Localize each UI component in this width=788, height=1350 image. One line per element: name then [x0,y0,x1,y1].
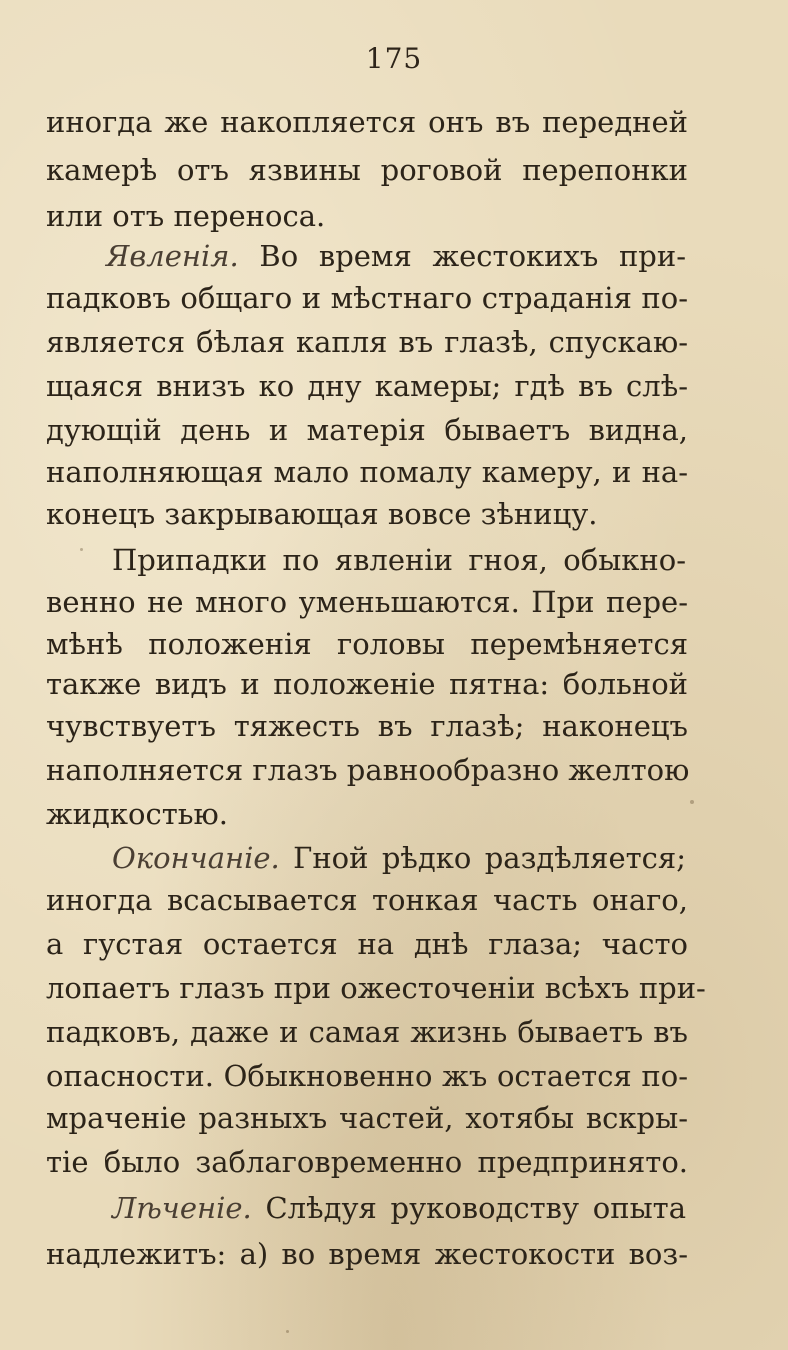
line-text: является бѣлая капля въ глазѣ, спускаю- [46,325,688,359]
text-line [46,150,688,190]
text-line [46,1098,688,1138]
text-line [46,750,688,790]
line-text: или отъ переноса. [46,199,326,233]
line-text: щаяся внизъ ко дну камеры; гдѣ въ слѣ- [46,369,688,403]
line-text: падковъ, даже и самая жизнь бываетъ въ [46,1015,688,1049]
line-text: опасности. Обыкновенно жъ остается по- [46,1059,688,1093]
text-line [46,582,688,622]
line-text: наполняется глазъ равнообразно желтою [46,753,690,787]
text-line [46,410,688,450]
paper-speck [80,548,83,551]
text-line [46,1012,688,1052]
line-text: тіе было заблаговременно предпринято. [46,1145,688,1179]
line-text: надлежитъ: а) во время жестокости воз- [46,1237,688,1271]
paper-speck [690,800,694,804]
text-line [46,968,706,1008]
line-text: Гной рѣдко раздѣляется; [279,841,686,875]
line-text: жидкостью. [46,797,228,831]
text-line [112,540,686,580]
line-text: лопаетъ глазъ при ожесточеніи всѣхъ при- [46,971,706,1005]
line-text: мѣнѣ положенія головы перемѣняется [46,627,688,661]
line-text: Слѣдуя руководству опыта [251,1191,686,1225]
text-line [46,794,228,834]
line-text: Припадки по явленіи гноя, обыкно- [112,543,686,577]
paper-speck [286,1330,289,1333]
text-line [46,196,325,236]
page-number: 175 [365,42,423,75]
text-line [46,452,688,492]
text-line [46,624,688,664]
line-text: также видъ и положеніе пятна: больной [46,667,688,701]
section-heading-line [112,838,686,878]
text-line [46,366,688,406]
line-text: дующій день и матерія бываетъ видна, [46,413,688,447]
section-heading-treatment: Лѣченіе. [112,1191,252,1225]
section-heading-line [106,236,686,276]
text-line [46,880,688,920]
line-text: Во время жестокихъ при- [238,239,686,273]
line-text: наполняющая мало помалу камеру, и на- [46,455,688,489]
text-line [46,664,688,704]
line-text: мраченіе разныхъ частей, хотябы вскры- [46,1101,688,1135]
line-text: иногда всасывается тонкая часть онаго, [46,883,688,917]
text-line [46,494,598,534]
line-text: падковъ общаго и мѣстнаго страданія по- [46,281,688,315]
line-text: а густая остается на днѣ глаза; часто [46,927,688,961]
text-line [46,322,688,362]
text-line [46,924,688,964]
text-line [46,1234,688,1274]
section-heading-line [112,1188,686,1228]
text-line [46,1142,688,1182]
section-heading-symptoms: Явленія. [106,239,239,273]
text-line [46,278,688,318]
line-text: камерѣ отъ язвины роговой перепонки [46,153,688,187]
section-heading-outcome: Окончаніе. [112,841,280,875]
text-line [46,1056,688,1096]
text-line [46,706,688,746]
text-line [46,102,688,142]
line-text: иногда же накопляется онъ въ передней [46,105,688,139]
line-text: конецъ закрывающая вовсе зѣницу. [46,497,598,531]
line-text: чувствуетъ тяжесть въ глазѣ; наконецъ [46,709,688,743]
line-text: венно не много уменьшаются. При пере- [46,585,688,619]
